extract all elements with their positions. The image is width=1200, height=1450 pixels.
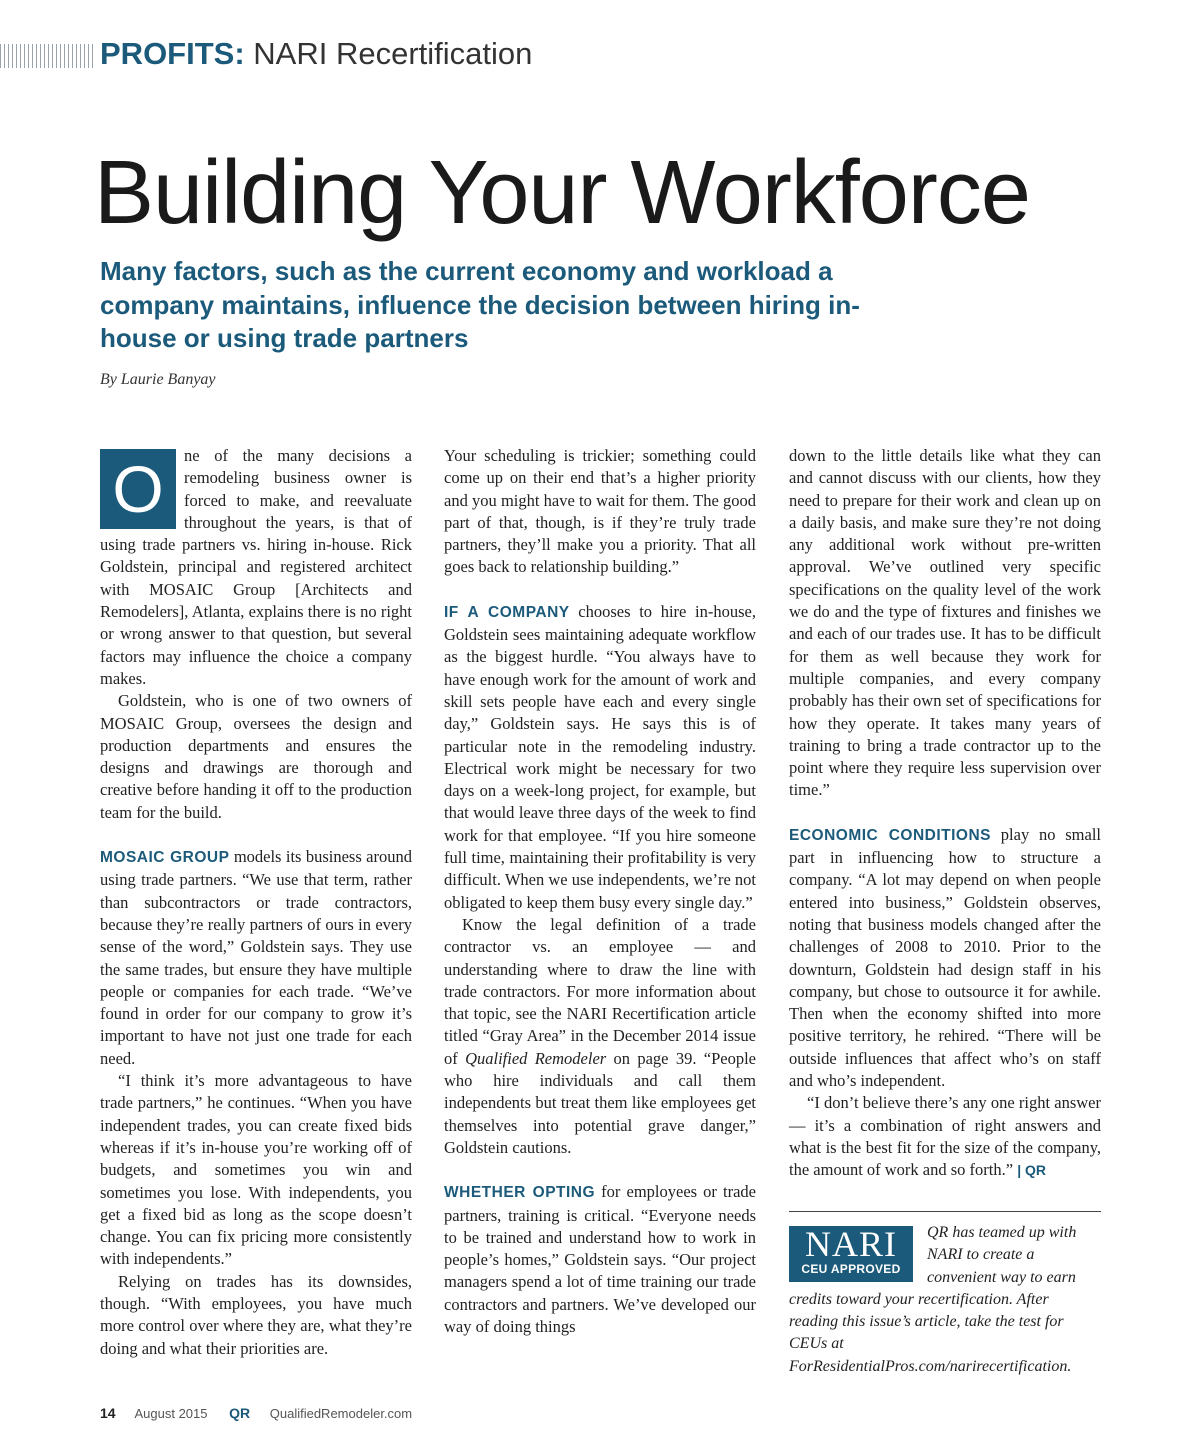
page-number: 14 — [100, 1405, 116, 1421]
section-title: NARI Recertification — [253, 36, 533, 71]
paragraph: “I think it’s more advantageous to have trade partners,” he continues. “When you have independent trades, you can create fixed bids whereas if it’s in-house you’re working off of budgets, and sometimes you win and sometimes you lose. With independents, you get a fixed bid as long as the scope doesn’t change. You can fix pricing more consistently with independents.” — [100, 1071, 412, 1269]
nari-divider — [789, 1211, 1101, 1212]
run-in-heading: ECONOMIC CONDITIONS — [789, 826, 992, 844]
paragraph: down to the little details like what they can and cannot discuss with our clients, how they need to prepare for their work and clean up on a daily basis, and make sure they’re not doing any additional work without pre-written approval. We’ve outlined very specific specifications on the quality level of the work we do and the type of fixtures and finishes we and each of our trades use. It has to be difficult for them as well because they work for multiple companies, and every company probably has their own set of specifications for how they operate. It takes many years of training to bring a trade contractor up to the point where they require less supervision over time.” — [789, 446, 1101, 800]
paragraph: Goldstein, who is one of two owners of MOSAIC Group, oversees the design and production departments and ensures the designs and drawings are thorough and creative before handing it off to the production team for the build. — [100, 691, 412, 822]
website-link[interactable]: QualifiedRemodeler.com — [269, 1406, 413, 1421]
header-stripe-decoration — [0, 44, 96, 68]
run-in-heading: IF A COMPANY — [444, 603, 570, 621]
ceu-approved-badge: CEU APPROVED — [801, 1262, 901, 1276]
paragraph: WHETHER OPTING for employees or trade partners, training is critical. “Everyone needs to be trained and understand how to work in people’s homes,” Goldstein says. “Our project managers spend a lot of time training our trade contractors and partners. We’ve developed our way of doing things — [444, 1182, 756, 1336]
paragraph: O ne of the many decisions a remodeling business owner is forced to make, and reevaluate throughout the years, is that of using trade partners vs. hiring in-house. Rick Goldstein, principal and registered architect with MOSAIC Group [Architects and Remodelers], Atlanta, explains there is no right or wrong answer to that question, but several factors may influence the choice a company makes. — [100, 446, 412, 688]
article-column-3 — [789, 445, 1101, 1182]
paragraph: Know the legal definition of a trade contractor vs. an employee — and understanding where to draw the line with trade contractors. For more information about that topic, see the NARI Recertification article titled “Gray Area” in the December 2014 issue of Qualified Remodeler on page 39. “People who hire individuals and call them independents but treat them like employees get themselves into potential grave danger,” Goldstein cautions. — [444, 914, 756, 1157]
run-in-heading: MOSAIC GROUP — [100, 849, 230, 867]
paragraph: “I don’t believe there’s any one right answer — it’s a combination of right answers and what is the best fit for the size of the company, the amount of work and so forth.” | QR — [789, 1093, 1101, 1180]
page-footer — [100, 1405, 412, 1421]
publication-brand: QR — [229, 1405, 251, 1421]
nari-box-text: QR has teamed up with NARI to create a convenient way to earn credits toward your recertification. After reading this issue’s article, take the test for CEUs at ForResidentialPros.com/narirecertification. — [789, 1224, 1077, 1375]
nari-logo-word: NARI — [805, 1224, 897, 1264]
issue-date: August 2015 — [134, 1406, 208, 1421]
paragraph: ECONOMIC CONDITIONS play no small part in influencing how to structure a company. “A lot may depend on when people entered into business,” Goldstein observes, noting that business models changed after the challenges of 2008 to 2010. Prior to the downturn, Goldstein had design staff in his company, but chose to outsource it for awhile. Then when the economy shifted into more positive territory, he rehired. “There will be outside influences that affect who’s on staff and who’s independent. — [789, 824, 1101, 1091]
nari-logo — [789, 1226, 913, 1282]
section-header — [100, 36, 532, 72]
article-column-1 — [100, 445, 412, 1360]
publication-title: Qualified Remodeler — [465, 1048, 607, 1068]
nari-ceu-box — [789, 1222, 1101, 1378]
paragraph: IF A COMPANY chooses to hire in-house, Goldstein sees maintaining adequate workflow as the biggest hurdle. “You always have to have enough work for the amount of work and skill sets people have each and every single day,” Goldstein says. He says this is of particular note in the remodeling industry. Electrical work might be necessary for two days on a week-long project, for example, but that would leave three days of the week to find work for that employee. “If you hire someone full time, maintaining their profitability is very difficult. When we use independents, we’re not obligated to keep them busy every single day.” — [444, 601, 756, 912]
article-byline: By Laurie Banyay — [100, 371, 216, 388]
paragraph: Your scheduling is trickier; something could come up on their end that’s a higher priority and you might have to wait for them. The good part of that, though, is if they’re truly trade partners, they’ll make you a priority. That all goes back to relationship building.” — [444, 446, 756, 577]
article-deck: Many factors, such as the current economy and workload a company maintains, influence the decision between hiring in-house or using trade partners — [100, 256, 860, 353]
drop-cap: O — [100, 449, 176, 529]
article-headline: Building Your Workforce — [94, 143, 1030, 243]
paragraph: Relying on trades has its downsides, though. “With employees, you have much more control over where they are, what they’re doing and what their priorities are. — [100, 1271, 412, 1358]
end-mark: | QR — [1017, 1162, 1047, 1179]
article-column-2 — [444, 445, 756, 1338]
paragraph: MOSAIC GROUP models its business around using trade partners. “We use that term, rather than subcontractors or trade contractors, because they’re really partners of ours in every sense of the word,” Goldstein says. They use the same trades, but ensure they have multiple people or companies for each trade. “We’ve found in order for our company to grow it’s important to have not just one trade for each need. — [100, 847, 412, 1068]
section-label: PROFITS: — [100, 36, 245, 71]
run-in-heading: WHETHER OPTING — [444, 1184, 596, 1202]
